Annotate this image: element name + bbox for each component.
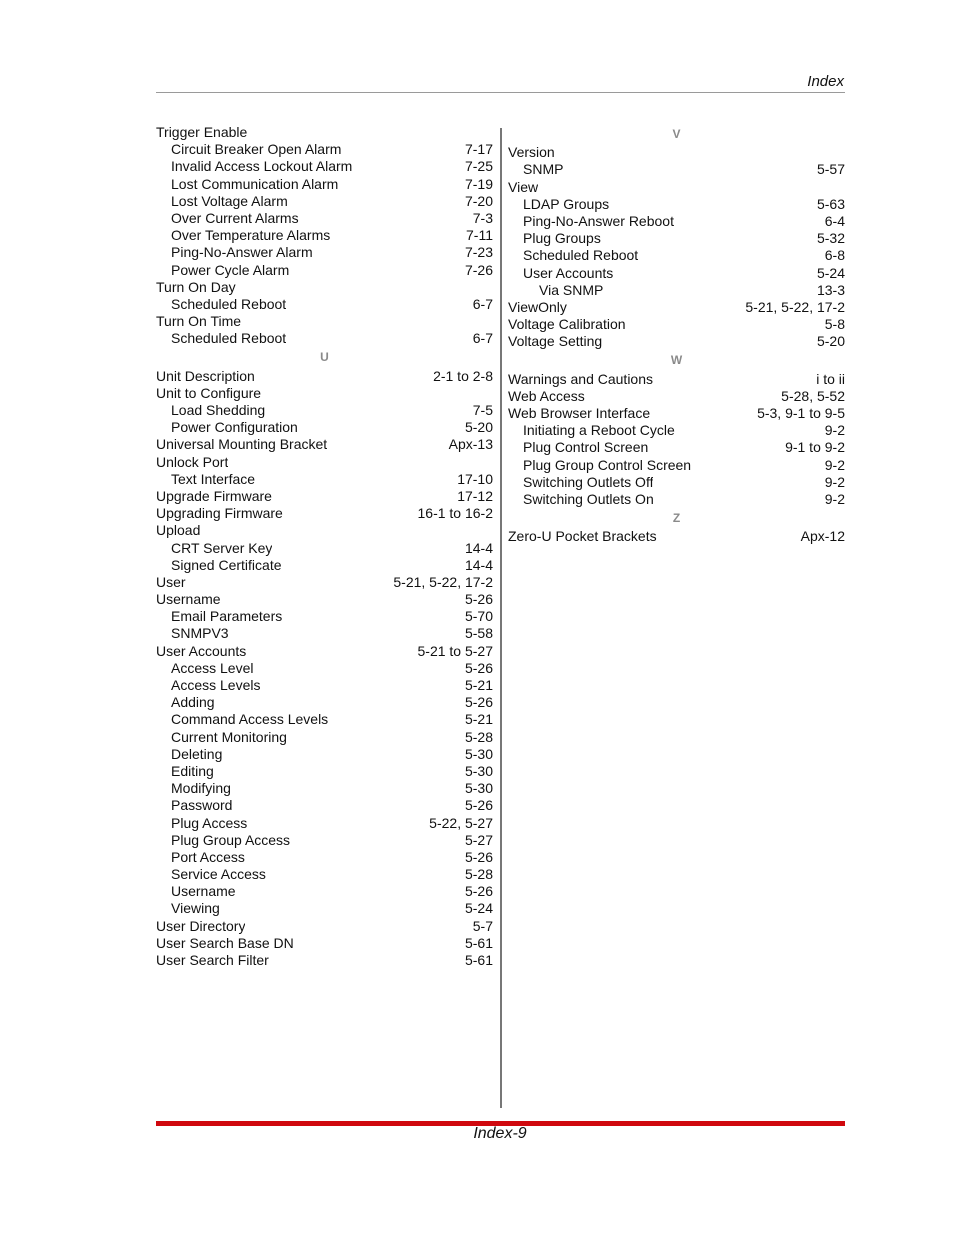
index-page-ref: 17-12 xyxy=(457,487,493,504)
index-entry xyxy=(156,918,493,935)
index-page-ref: 7-5 xyxy=(472,402,493,418)
index-term: User Search Base DN xyxy=(156,934,294,951)
index-entry xyxy=(156,797,493,814)
index-entry xyxy=(156,643,493,660)
index-entry xyxy=(156,883,493,900)
index-page-ref: 5-61 xyxy=(464,934,493,951)
index-page-ref: 13-3 xyxy=(816,281,845,298)
index-term: Voltage Calibration xyxy=(508,316,626,333)
column-divider xyxy=(500,128,502,1108)
index-term: Invalid Access Lockout Alarm xyxy=(171,158,353,175)
index-term: Turn On Day xyxy=(156,278,236,295)
index-page-ref: 7-19 xyxy=(464,175,493,192)
index-page-ref: 5-26 xyxy=(464,659,493,676)
index-letter-heading: V xyxy=(672,127,681,141)
index-entry xyxy=(508,179,845,196)
index-page-ref: 5-26 xyxy=(464,883,493,900)
index-letter-heading: Z xyxy=(672,511,681,526)
index-entry xyxy=(508,474,845,491)
index-term: Version xyxy=(508,144,555,161)
index-entry xyxy=(156,900,493,917)
index-term: Editing xyxy=(171,762,214,779)
index-term: Lost Communication Alarm xyxy=(171,175,339,192)
running-header: Index xyxy=(807,73,844,90)
index-term: View xyxy=(508,178,539,195)
index-entry xyxy=(508,457,845,474)
index-page-ref: 5-26 xyxy=(464,694,493,711)
index-page-ref: 5-28 xyxy=(464,728,493,745)
index-entry xyxy=(156,832,493,849)
index-entry xyxy=(156,711,493,728)
index-entry xyxy=(156,746,493,763)
index-entry xyxy=(508,422,845,439)
index-page-ref: 7-20 xyxy=(464,192,493,209)
index-entry xyxy=(508,371,845,388)
index-entry xyxy=(156,505,493,522)
index-page-ref: 7-17 xyxy=(464,141,493,158)
index-term: Viewing xyxy=(171,900,220,917)
index-page-ref: 5-30 xyxy=(464,745,493,762)
index-entry xyxy=(508,196,845,213)
index-term: Upgrading Firmware xyxy=(156,505,283,522)
index-entry xyxy=(508,265,845,282)
index-term: Power Cycle Alarm xyxy=(171,261,290,278)
page-number: Index-9 xyxy=(473,1125,527,1142)
index-page-ref: 9-2 xyxy=(824,456,845,473)
index-entry xyxy=(156,471,493,488)
index-entry xyxy=(156,608,493,625)
index-term: Trigger Enable xyxy=(156,124,248,140)
index-term: Circuit Breaker Open Alarm xyxy=(171,141,342,158)
index-entry xyxy=(156,815,493,832)
index-page-ref: 5-32 xyxy=(816,230,845,247)
index-page-ref: 5-30 xyxy=(464,780,493,797)
index-term: Initiating a Reboot Cycle xyxy=(523,422,675,439)
index-term: Password xyxy=(171,797,233,814)
index-page-ref: 5-26 xyxy=(464,591,493,608)
index-page-ref: 5-21, 5-22, 17-2 xyxy=(393,573,493,590)
index-entry xyxy=(508,247,845,264)
index-page-ref: 7-26 xyxy=(464,261,493,278)
index-entry xyxy=(156,454,493,471)
index-page-ref: 5-21 to 5-27 xyxy=(417,642,493,659)
index-page-ref: 5-24 xyxy=(464,900,493,917)
index-term: ViewOnly xyxy=(508,298,567,315)
index-page-ref: i to ii xyxy=(816,370,845,387)
index-term: Ping-No-Answer Reboot xyxy=(523,212,674,229)
index-entry xyxy=(156,385,493,402)
index-entry xyxy=(156,313,493,330)
index-entry xyxy=(156,124,493,141)
index-entry xyxy=(156,677,493,694)
index-term: Plug Groups xyxy=(523,230,601,247)
index-page-ref: 2-1 to 2-8 xyxy=(433,367,493,384)
index-term: Current Monitoring xyxy=(171,728,287,745)
index-term: Via SNMP xyxy=(539,281,604,298)
index-page-ref: 5-21 xyxy=(464,677,493,693)
index-column-left xyxy=(156,124,493,969)
index-entry xyxy=(156,866,493,883)
index-page-ref: 5-8 xyxy=(824,316,845,333)
index-term: SNMPV3 xyxy=(171,625,229,642)
index-page-ref: 5-20 xyxy=(464,419,493,436)
index-entry xyxy=(156,849,493,866)
index-term: Ping-No-Answer Alarm xyxy=(171,244,313,261)
index-entry xyxy=(508,405,845,422)
index-entry xyxy=(156,419,493,436)
index-term: Email Parameters xyxy=(171,608,283,625)
index-page-ref: 7-11 xyxy=(466,227,493,244)
index-entry xyxy=(156,176,493,193)
index-term: Text Interface xyxy=(171,470,256,487)
index-term: Port Access xyxy=(171,848,245,865)
index-term: Load Shedding xyxy=(171,402,266,418)
index-term: Warnings and Cautions xyxy=(508,370,654,387)
index-term: Username xyxy=(156,591,221,608)
index-term: CRT Server Key xyxy=(171,539,273,556)
index-term: Modifying xyxy=(171,780,231,797)
index-term: Signed Certificate xyxy=(171,556,282,573)
index-page-ref: 5-21 xyxy=(464,711,493,728)
index-term: Zero-U Pocket Brackets xyxy=(508,528,657,545)
index-term: User Accounts xyxy=(523,264,614,281)
index-page-ref: 5-57 xyxy=(816,161,845,178)
index-term: Access Levels xyxy=(171,677,261,693)
index-page-ref: 5-24 xyxy=(816,264,845,281)
index-entry xyxy=(156,591,493,608)
index-entry xyxy=(156,935,493,952)
index-term: SNMP xyxy=(523,161,564,178)
index-entry xyxy=(156,402,493,419)
index-page-ref: 5-58 xyxy=(464,625,493,642)
index-page-ref: 5-28 xyxy=(464,866,493,883)
index-entry xyxy=(156,368,493,385)
index-term: User Directory xyxy=(156,917,246,934)
index-entry xyxy=(156,952,493,969)
index-page-ref: 9-1 to 9-2 xyxy=(785,439,845,456)
index-entry xyxy=(156,574,493,591)
index-term: Scheduled Reboot xyxy=(523,247,639,264)
index-page-ref: 5-28, 5-52 xyxy=(781,387,845,404)
index-term: Web Access xyxy=(508,387,585,404)
index-entry xyxy=(156,141,493,158)
index-term: Switching Outlets Off xyxy=(523,473,654,490)
index-entry xyxy=(156,244,493,261)
header-divider xyxy=(156,92,845,93)
index-term: Access Level xyxy=(171,659,254,676)
index-entry xyxy=(156,694,493,711)
index-page-ref: 5-30 xyxy=(464,762,493,779)
index-term: User Accounts xyxy=(156,642,247,659)
index-term: Unit Description xyxy=(156,367,255,384)
index-page-ref: 14-4 xyxy=(464,539,493,556)
index-entry xyxy=(156,227,493,244)
index-term: Plug Group Access xyxy=(171,831,291,848)
index-term: User Search Filter xyxy=(156,952,269,968)
index-term: Over Temperature Alarms xyxy=(171,227,331,244)
index-term: Power Configuration xyxy=(171,419,298,436)
index-page-ref: Apx-13 xyxy=(448,436,493,453)
index-page-ref: 9-2 xyxy=(824,473,845,490)
index-entry xyxy=(508,299,845,316)
index-term: Voltage Setting xyxy=(508,333,603,350)
index-entry xyxy=(508,316,845,333)
index-term: Scheduled Reboot xyxy=(171,330,287,347)
index-entry xyxy=(508,213,845,230)
index-term: LDAP Groups xyxy=(523,195,610,212)
index-entry xyxy=(508,491,845,508)
index-entry xyxy=(156,193,493,210)
index-entry xyxy=(156,210,493,227)
index-entry xyxy=(508,333,845,350)
index-entry xyxy=(156,158,493,175)
index-term: Plug Control Screen xyxy=(523,439,649,456)
index-entry xyxy=(508,528,845,545)
index-page-ref: 17-10 xyxy=(457,470,493,487)
index-term: Deleting xyxy=(171,745,223,762)
index-term: Unlock Port xyxy=(156,453,229,470)
index-entry xyxy=(156,330,493,347)
index-term: Turn On Time xyxy=(156,313,242,330)
index-entry xyxy=(156,780,493,797)
index-page-ref: 5-61 xyxy=(464,952,493,968)
index-entry xyxy=(156,540,493,557)
index-page-ref: 5-21, 5-22, 17-2 xyxy=(745,298,845,315)
index-entry xyxy=(156,625,493,642)
index-term: Web Browser Interface xyxy=(508,405,651,421)
index-entry xyxy=(156,729,493,746)
index-page-ref: 5-3, 9-1 to 9-5 xyxy=(757,405,845,421)
index-entry xyxy=(156,262,493,279)
index-page-ref: 5-20 xyxy=(816,333,845,350)
index-entry xyxy=(508,144,845,161)
index-term: Service Access xyxy=(171,866,266,883)
index-entry xyxy=(508,388,845,405)
index-letter-heading: W xyxy=(670,353,683,368)
index-page-ref: 16-1 to 16-2 xyxy=(417,505,493,522)
index-entry xyxy=(156,557,493,574)
index-term: Upgrade Firmware xyxy=(156,487,272,504)
index-entry xyxy=(508,161,845,178)
index-term: Scheduled Reboot xyxy=(171,295,287,312)
index-page-ref: 7-25 xyxy=(464,158,493,175)
index-term: Username xyxy=(171,883,236,900)
index-entry xyxy=(156,522,493,539)
index-term: Unit to Configure xyxy=(156,384,262,401)
index-column-right xyxy=(508,124,845,546)
index-term: Plug Access xyxy=(171,814,248,831)
index-term: Over Current Alarms xyxy=(171,209,299,226)
index-page-ref: 6-7 xyxy=(472,295,493,312)
index-page-ref: 6-4 xyxy=(824,212,845,229)
index-page-ref: 5-22, 5-27 xyxy=(429,814,493,831)
index-page-ref: 7-23 xyxy=(464,244,493,261)
index-entry xyxy=(156,436,493,453)
index-term: Adding xyxy=(171,694,215,711)
index-page-ref: 9-2 xyxy=(824,490,845,507)
index-term: Universal Mounting Bracket xyxy=(156,436,328,453)
index-term: Command Access Levels xyxy=(171,711,329,728)
index-entry xyxy=(156,660,493,677)
index-term: Upload xyxy=(156,522,201,539)
index-entry xyxy=(156,763,493,780)
index-entry xyxy=(156,296,493,313)
index-letter-heading: U xyxy=(320,350,329,365)
index-page-ref: Apx-12 xyxy=(800,528,845,545)
index-page-ref: 7-3 xyxy=(472,209,493,226)
index-page-ref: 9-2 xyxy=(824,422,845,439)
index-entry xyxy=(156,279,493,296)
index-page-ref: 5-26 xyxy=(464,848,493,865)
index-page-ref: 5-26 xyxy=(464,797,493,814)
index-entry xyxy=(156,488,493,505)
index-term: User xyxy=(156,573,186,590)
index-page-ref: 6-7 xyxy=(472,330,493,347)
index-entry xyxy=(508,230,845,247)
index-page-ref: 5-27 xyxy=(464,831,493,848)
index-page-ref: 5-7 xyxy=(472,917,493,934)
index-term: Switching Outlets On xyxy=(523,490,654,507)
index-page-ref: 14-4 xyxy=(464,556,493,573)
index-entry xyxy=(508,439,845,456)
index-page-ref: 5-63 xyxy=(816,195,845,212)
index-term: Lost Voltage Alarm xyxy=(171,192,288,209)
index-page-ref: 6-8 xyxy=(824,247,845,264)
index-term: Plug Group Control Screen xyxy=(523,456,692,473)
index-entry xyxy=(508,282,845,299)
index-page-ref: 5-70 xyxy=(464,608,493,625)
